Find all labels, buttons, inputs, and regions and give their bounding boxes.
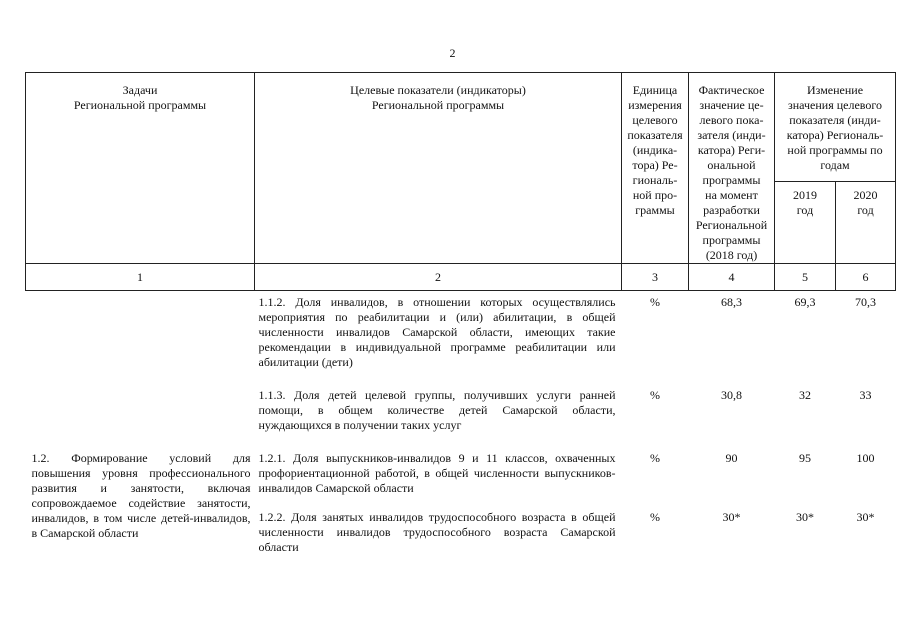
column-number: 1 bbox=[26, 264, 255, 291]
value-2019-cell: 30* bbox=[796, 510, 814, 524]
value-2020-cell: 30* bbox=[856, 510, 875, 524]
unit-cell: % bbox=[650, 451, 660, 465]
value-2019-cell: 95 bbox=[799, 451, 811, 465]
value-2020-cell: 70,3 bbox=[855, 295, 876, 309]
header-year-2019: 2019 год bbox=[775, 182, 836, 264]
indicator-cell: 1.1.3. Доля детей целевой группы, получивших услуги ранней помощи, в общем количестве детей Самарской области, нуждающихся в получении таких услуг bbox=[258, 388, 616, 432]
indicator-cell: 1.2.2. Доля занятых инвалидов трудоспособного возраста в общей численности инвалидов трудоспособного возраста Самарской области bbox=[258, 510, 616, 554]
task-cell bbox=[26, 384, 255, 433]
task-cell: 1.2. Формирование условий для повышения уровня профессионального развития и занятости, включая сопровождаемое содействие занятости, инвалидов, в том числе детей-инвалидов, в Самарской области bbox=[31, 451, 251, 540]
column-numbers-row bbox=[26, 264, 896, 291]
header-unit: Единица измерения целевого показателя (индика- тора) Ре- гиональ- ной про- граммы bbox=[622, 73, 689, 264]
column-number: 4 bbox=[689, 264, 775, 291]
column-number: 5 bbox=[775, 264, 836, 291]
actual-value-cell: 68,3 bbox=[721, 295, 742, 309]
value-2020-cell: 33 bbox=[859, 388, 872, 402]
column-number: 2 bbox=[255, 264, 622, 291]
indicator-cell: 1.1.2. Доля инвалидов, в отношении которых осуществлялись мероприятия по реабилитации и (или) абилитации, в общей численности инвалидов Самарской области, имеющих такие рекомендации в индивидуальной программе реабилитации или абилитации (дети) bbox=[258, 295, 616, 369]
indicator-cell: 1.2.1. Доля выпускников-инвалидов 9 и 11 классов, охваченных профориентационной работой, в общей численности выпускников-инвалидов Самарской области bbox=[258, 451, 616, 495]
header-change: Изменение значения целевого показателя (инди- катора) Региональ- ной программы по годам bbox=[775, 73, 896, 182]
column-number: 3 bbox=[622, 264, 689, 291]
header-year-2020: 2020 год bbox=[836, 182, 896, 264]
table-row bbox=[26, 291, 896, 371]
task-cell bbox=[26, 291, 255, 371]
unit-cell: % bbox=[650, 295, 660, 309]
header-indicators: Целевые показатели (индикаторы) Региональной программы bbox=[255, 73, 622, 264]
actual-value-cell: 30,8 bbox=[721, 388, 742, 402]
value-2020-cell: 100 bbox=[856, 451, 875, 465]
unit-cell: % bbox=[650, 388, 660, 402]
value-2019-cell: 69,3 bbox=[794, 295, 816, 309]
page-number: 2 bbox=[449, 46, 456, 60]
table-row bbox=[26, 384, 896, 433]
actual-value-cell: 30* bbox=[722, 510, 741, 524]
column-number: 6 bbox=[836, 264, 896, 291]
header-actual: Фактическое значение це- левого пока- зателя (инди- катора) Реги- ональной программы на момент разработки Региональной программы (2018 год) bbox=[689, 73, 775, 264]
unit-cell: % bbox=[650, 510, 660, 524]
value-2019-cell: 32 bbox=[799, 388, 811, 402]
actual-value-cell: 90 bbox=[725, 451, 738, 465]
table-row bbox=[26, 447, 896, 496]
indicators-table bbox=[25, 72, 896, 555]
header-tasks: Задачи Региональной программы bbox=[26, 73, 255, 264]
